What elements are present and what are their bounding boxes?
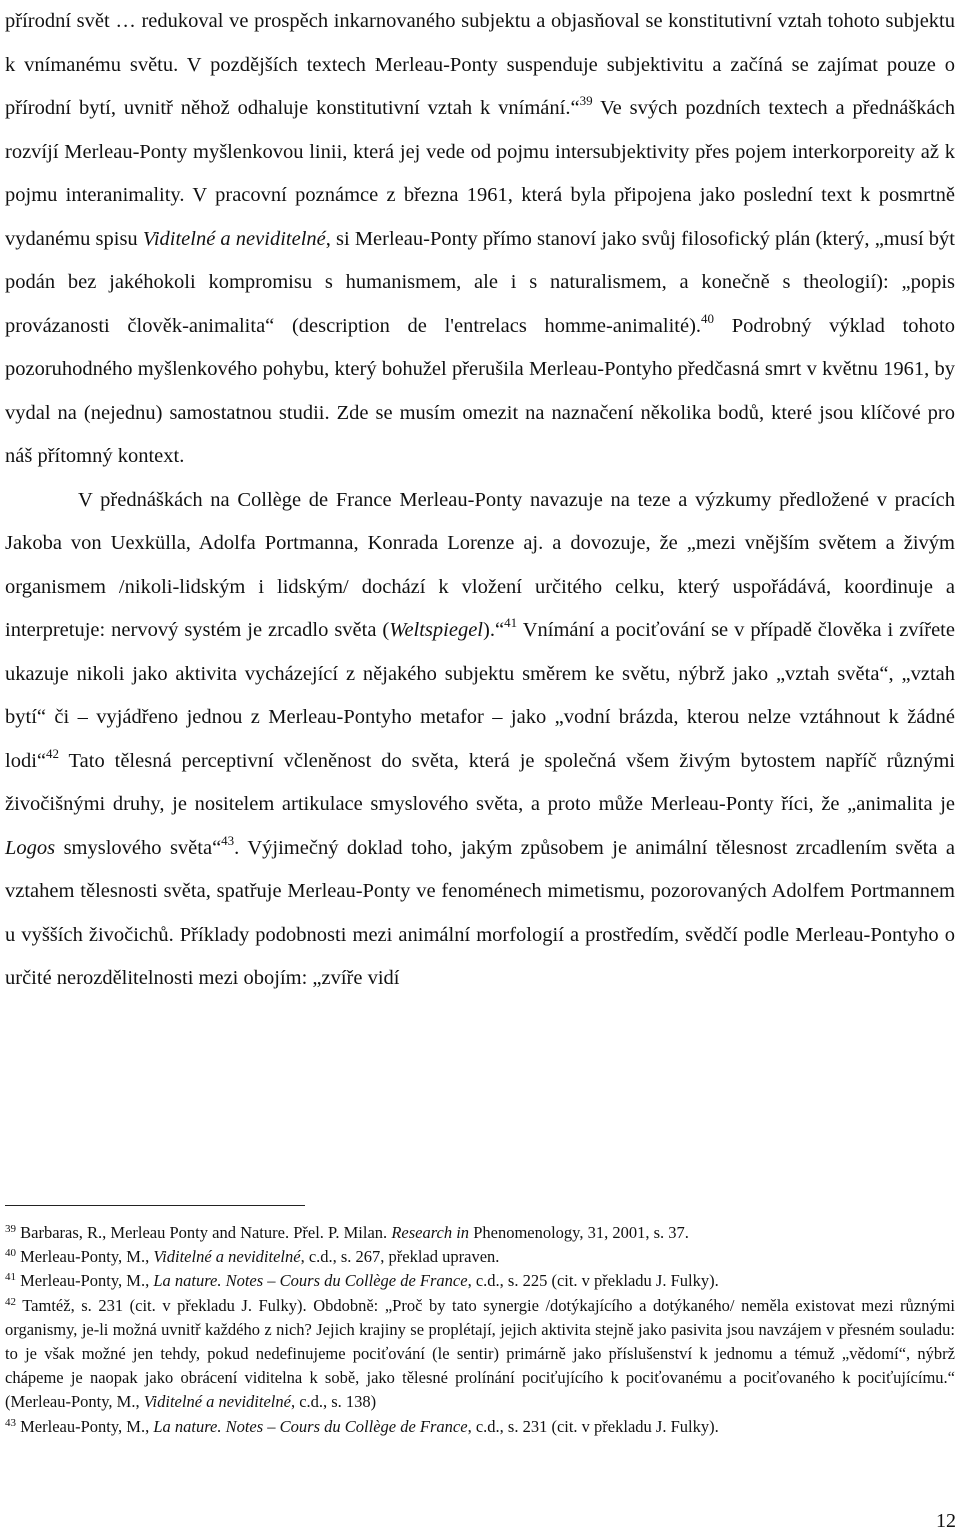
text-run: , c.d., s. 231 (cit. v překladu J. Fulky). bbox=[467, 1416, 719, 1436]
text-run: ).“ bbox=[483, 619, 505, 641]
text-run: Tato tělesná perceptivní včleněnost do světa, která je společná všem živým bytostem napříč různými živočišnými druhy, je nositelem artikulace smyslového světa, a proto může Merleau-Ponty říci, že „animalita je bbox=[5, 749, 955, 815]
text-run: Merleau-Ponty, M., bbox=[16, 1271, 154, 1291]
body-text bbox=[5, 0, 955, 1001]
italic-title: Research in bbox=[391, 1223, 470, 1242]
text-run: přírodní svět … redukoval ve prospěch inkarnovaného subjektu a objasňoval se konstitutivní vztah tohoto subjektu k vnímanému světu. V pozdějších textech Merleau-Ponty suspenduje subjektivitu a začíná se zajímat pouze o přírodní bytí, uvnitř něhož odhaluje konstitutivní vztah k vnímání.“ bbox=[5, 10, 955, 119]
italic-term: Weltspiegel bbox=[389, 619, 484, 641]
paragraph-1 bbox=[5, 0, 955, 479]
text-run: smyslového světa“ bbox=[55, 836, 222, 859]
page-number: 12 bbox=[936, 1510, 956, 1532]
footnote-number: 39 bbox=[5, 1223, 16, 1235]
footnote-ref-42[interactable]: 42 bbox=[46, 745, 59, 761]
footnote-42 bbox=[5, 1294, 955, 1415]
text-run: , si Merleau-Ponty přímo stanoví jako svůj filosofický plán (který, „musí být podán bez jakéhokoli kompromisu s humanismem, ale i s naturalismem, a konečně s theologií): „popis provázanosti člověk-animalita“ (description de l'entrelacs homme-animalité). bbox=[5, 227, 955, 337]
italic-title: La nature. Notes – Cours du Collège de France bbox=[153, 1271, 468, 1291]
footnote-number: 43 bbox=[5, 1416, 16, 1429]
footnote-39 bbox=[5, 1221, 955, 1245]
text-run: Ve svých pozdních textech a přednáškách rozvíjí Merleau-Ponty myšlenkovou linii, která jej vede od pojmu intersubjektivity přes pojem interkorporeity až k pojmu interanimality. V pracovní poznámce z března 1961, která byla připojena jako poslední text k posmrtně vydanému spisu bbox=[5, 97, 955, 250]
footnote-ref-39[interactable]: 39 bbox=[579, 93, 593, 108]
footnote-ref-40[interactable]: 40 bbox=[701, 310, 715, 326]
text-run: Phenomenology, 31, 2001, s. 37. bbox=[469, 1223, 689, 1242]
text-run: . Výjimečný doklad toho, jakým způsobem je animální tělesnost zrcadlením světa a vztahem tělesnosti světa, spatřuje Merleau-Ponty ve fenoménech mimetismu, pozorovaných Adolfem Portmannem u vyšších živočichů. Příklady podobnosti mezi animální morfologií a prostředím, svědčí podle Merleau-Pontyho o určité nerozdělitelnosti mezi obojím: „zvíře vidí bbox=[5, 836, 955, 989]
text-run: Podrobný výklad tohoto pozoruhodného myšlenkového pohybu, který bohužel přerušila Merleau-Pontyho předčasná smrt v květnu 1961, by vydal na (nejednu) samostatnou studii. Zde se musím omezit na naznačení několika bodů, které jsou klíčové pro náš přítomný kontext. bbox=[5, 314, 955, 467]
italic-title: La nature. Notes – Cours du Collège de France bbox=[153, 1416, 468, 1436]
text-run: Merleau-Ponty, M., bbox=[16, 1416, 154, 1436]
footnote-divider bbox=[5, 1205, 305, 1206]
text-run: , c.d., s. 267, překlad upraven. bbox=[300, 1247, 500, 1267]
paragraph-2 bbox=[5, 479, 955, 1001]
italic-term: Logos bbox=[5, 836, 56, 859]
text-run: Barbaras, R., Merleau Ponty and Nature. Přel. P. Milan. bbox=[16, 1223, 392, 1242]
text-run: , c.d., s. 225 (cit. v překladu J. Fulky). bbox=[467, 1271, 719, 1291]
text-run: Merleau-Ponty, M., bbox=[16, 1247, 154, 1267]
italic-title: Viditelné a neviditelné bbox=[142, 227, 326, 250]
italic-title: Viditelné a neviditelné bbox=[153, 1247, 301, 1267]
footnote-number: 42 bbox=[5, 1295, 16, 1308]
text-run: V přednáškách na Collège de France Merleau-Ponty navazuje na teze a výzkumy předložené v pracích Jakoba von Uexkülla, Adolfa Portmanna, Konrada Lorenze aj. a dovozuje, že „mezi vnějším světem a živým organismem /nikoli-lidským i lidským/ dochází k vložení určitého celku, který uspořádává, koordinuje a interpretuje: nervový systém je zrcadlo světa ( bbox=[5, 488, 955, 641]
footnote-number: 40 bbox=[5, 1247, 16, 1260]
text-run: Tamtéž, s. 231 (cit. v překladu J. Fulky). Obdobně: „Proč by tato synergie /dotýkajícího a dotýkaného/ neměla existovat mezi různými organismy, je-li možná uvnitř každého z nich? Jejich krajiny se proplétají, jejich aktivita stejně jako pasivita jsou navzájem v přesném souladu: to je však možné jen tehdy, pokud nedefinujeme pociťování (le sentir) primárně jako příslušenství k jednomu a témuž „vědomí“, nýbrž chápeme je naopak jako obrácení viditelna k sobě, jako tělesné prolínání pociťujícího k pociťovanému a pociťovaného k pociťujícímu.“ (Merleau-Ponty, M., bbox=[5, 1295, 955, 1412]
footnote-41 bbox=[5, 1269, 955, 1293]
text-run: , c.d., s. 138) bbox=[290, 1392, 377, 1412]
italic-title: Viditelné a neviditelné bbox=[143, 1392, 291, 1412]
footnote-ref-43[interactable]: 43 bbox=[221, 832, 235, 848]
footnotes bbox=[5, 1221, 955, 1439]
text-run: Vnímání a pociťování se v případě člověka i zvířete ukazuje nikoli jako aktivita vycházející z nějakého subjektu směrem ke světu, nýbrž jako „vztah světa“, „vztah bytí“ či – vyjádřeno jednou z Merleau-Pontyho metafor – jako „vodní brázda, kterou nelze vztáhnout k žádné lodi“ bbox=[5, 619, 955, 772]
footnote-40 bbox=[5, 1245, 955, 1269]
footnote-43 bbox=[5, 1415, 955, 1439]
footnote-number: 41 bbox=[5, 1271, 16, 1284]
footnote-ref-41[interactable]: 41 bbox=[504, 615, 518, 630]
